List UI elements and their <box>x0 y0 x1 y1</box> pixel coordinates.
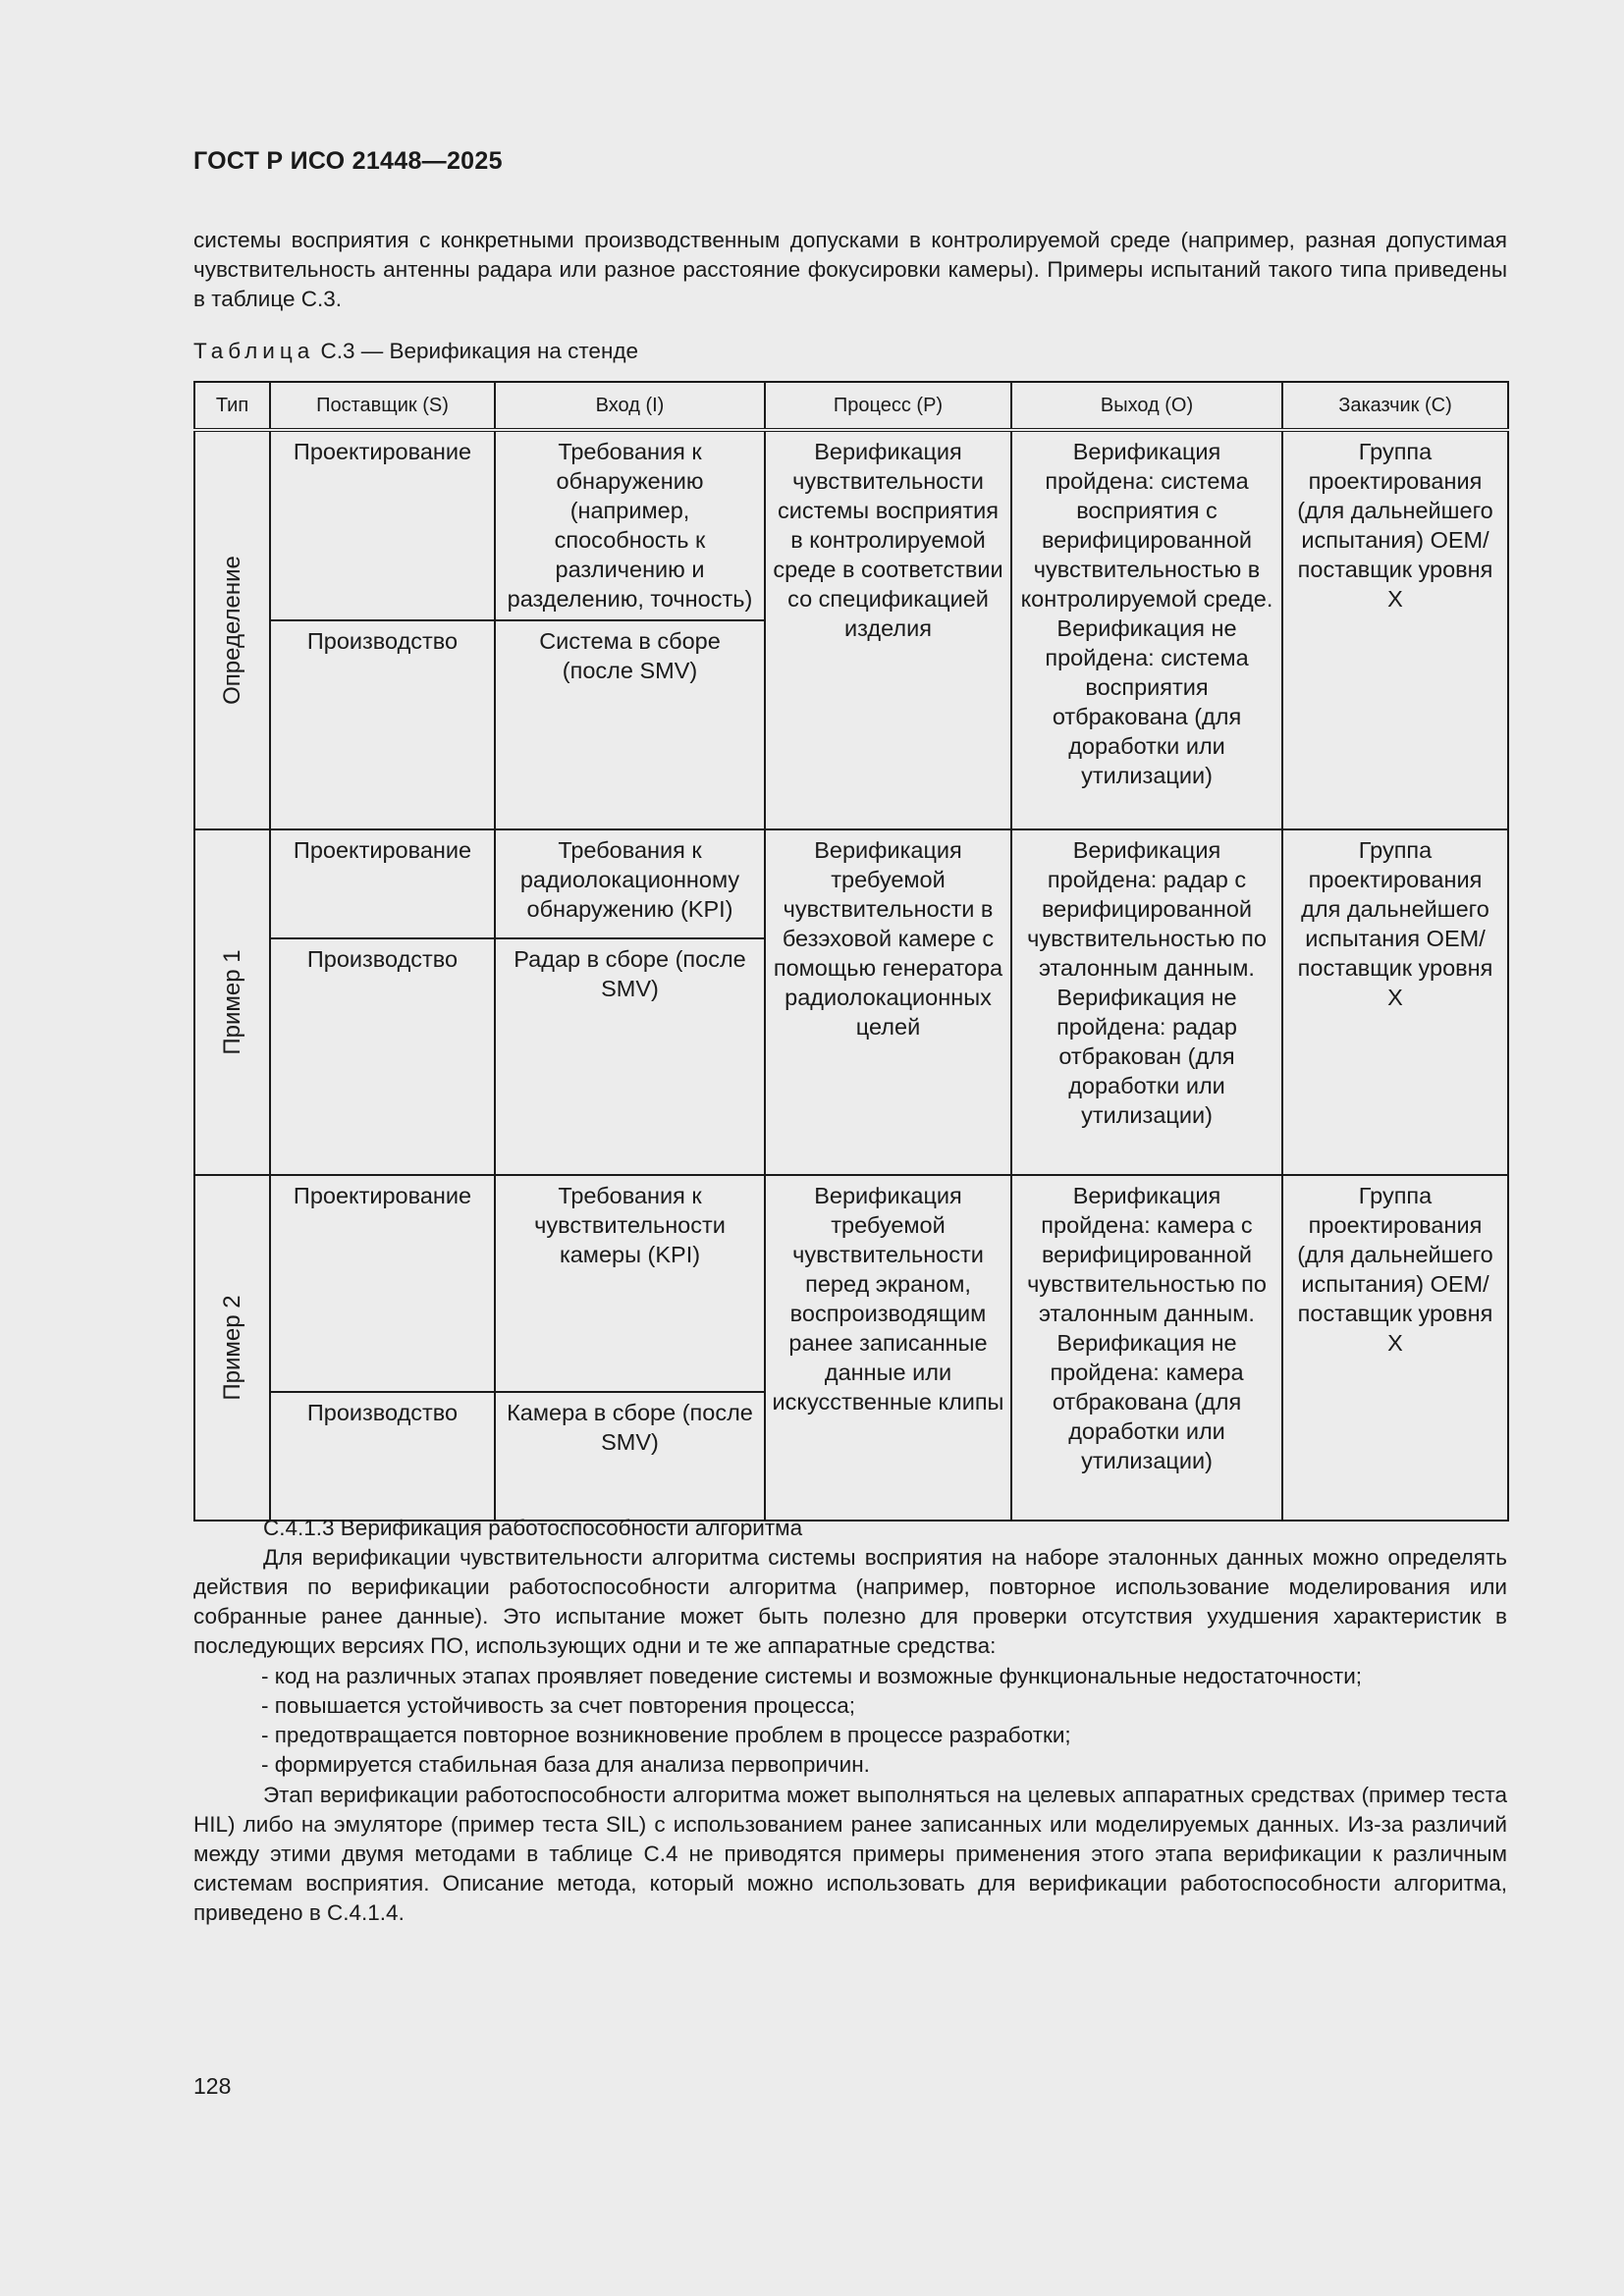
column-header-output: Выход (O) <box>1011 382 1282 430</box>
input-cell: Требования к радиолокационному обнаружению (KPI) <box>495 829 765 938</box>
type-label: Пример 2 <box>218 1295 245 1401</box>
supplier-cell: Проектирование <box>270 1175 495 1392</box>
page-number: 128 <box>193 2073 232 2099</box>
table-row <box>194 1175 1508 1392</box>
type-cell <box>194 430 270 829</box>
supplier-cell: Производство <box>270 938 495 1175</box>
supplier-cell: Производство <box>270 1392 495 1521</box>
input-cell: Камера в сборе (после SMV) <box>495 1392 765 1521</box>
type-cell <box>194 1175 270 1521</box>
input-cell: Система в сборе (после SMV) <box>495 620 765 829</box>
table-row <box>194 829 1508 938</box>
table-header-row <box>194 382 1508 430</box>
column-header-process: Процесс (P) <box>765 382 1011 430</box>
input-cell: Требования к обнаружению (например, способность к различению и разделению, точность) <box>495 430 765 620</box>
process-cell: Верификация требуемой чувствительности перед экраном, воспроизводящим ранее записанные данные или искусственные клипы <box>765 1175 1011 1521</box>
column-header-supplier: Поставщик (S) <box>270 382 495 430</box>
verification-table <box>193 381 1509 1522</box>
column-header-type: Тип <box>194 382 270 430</box>
table-caption <box>193 339 638 364</box>
intro-paragraph: системы восприятия с конкретными производственным допусками в контролируемой среде (например, разная допустимая чувствительность антенны радара или разное расстояние фокусировки камеры). Примеры испытаний такого типа приведены в таблице С.3. <box>193 228 1507 311</box>
process-cell: Верификация чувствительности системы восприятия в контролируемой среде в соответствии со спецификацией изделия <box>765 430 1011 829</box>
input-cell: Требования к чувствительности камеры (KPI) <box>495 1175 765 1392</box>
output-cell: Верификация пройдена: камера с верифицированной чувствительностью по эталонным данным. Верификация не пройдена: камера отбракована (для доработки или утилизации) <box>1011 1175 1282 1521</box>
supplier-cell: Проектирование <box>270 829 495 938</box>
list-item: - предотвращается повторное возникновение проблем в процессе разработки; <box>261 1721 1362 1750</box>
bullet-list <box>261 1662 1362 1780</box>
supplier-cell: Производство <box>270 620 495 829</box>
type-cell <box>194 829 270 1175</box>
type-label: Пример 1 <box>218 949 245 1055</box>
document-header: ГОСТ Р ИСО 21448—2025 <box>193 147 503 175</box>
customer-cell: Группа проектирования (для дальнейшего испытания) OEM/ поставщик уровня X <box>1282 1175 1508 1521</box>
section-title: С.4.1.3 Верификация работоспособности алгоритма <box>263 1516 803 1540</box>
process-cell: Верификация требуемой чувствительности в безэховой камере с помощью генератора радиолокационных целей <box>765 829 1011 1175</box>
list-item: - формируется стабильная база для анализа первопричин. <box>261 1750 1362 1780</box>
output-cell: Верификация пройдена: система восприятия с верифицированной чувствительностью в контролируемой среде. Верификация не пройдена: система восприятия отбракована (для доработки или утилизации) <box>1011 430 1282 829</box>
column-header-customer: Заказчик (C) <box>1282 382 1508 430</box>
list-item: - повышается устойчивость за счет повторения процесса; <box>261 1691 1362 1721</box>
input-cell: Радар в сборе (после SMV) <box>495 938 765 1175</box>
customer-cell: Группа проектирования (для дальнейшего испытания) OEM/ поставщик уровня X <box>1282 430 1508 829</box>
table-caption-prefix: Таблица <box>193 339 315 363</box>
supplier-cell: Проектирование <box>270 430 495 620</box>
section-body-paragraph: Для верификации чувствительности алгоритма системы восприятия на наборе эталонных данных можно определять действия по верификации работоспособности алгоритма (например, повторное использование моделирования или собранные ранее данные). Это испытание может быть полезно для проверки отсутствия ухудшения характеристик в последующих версиях ПО, использующих одни и те же аппаратные средства: <box>193 1545 1507 1658</box>
table-caption-text: С.3 — Верификация на стенде <box>320 339 639 363</box>
section-body-paragraph-2: Этап верификации работоспособности алгоритма может выполняться на целевых аппаратных средствах (пример теста HIL) либо на эмуляторе (пример теста SIL) с использованием ранее записанных или моделируемых данных. Из-за различий между этими двумя методами в таблице С.4 не приводятся примеры применения этого этапа верификации к различным системам восприятия. Описание метода, который можно использовать для верификации работоспособности алгоритма, приведено в С.4.1.4. <box>193 1783 1507 1925</box>
type-label: Определение <box>218 556 245 705</box>
customer-cell: Группа проектирования для дальнейшего испытания OEM/ поставщик уровня X <box>1282 829 1508 1175</box>
column-header-input: Вход (I) <box>495 382 765 430</box>
list-item: - код на различных этапах проявляет поведение системы и возможные функциональные недостаточности; <box>261 1662 1362 1691</box>
table-row <box>194 430 1508 620</box>
output-cell: Верификация пройдена: радар с верифицированной чувствительностью по эталонным данным. Верификация не пройдена: радар отбракован (для доработки или утилизации) <box>1011 829 1282 1175</box>
